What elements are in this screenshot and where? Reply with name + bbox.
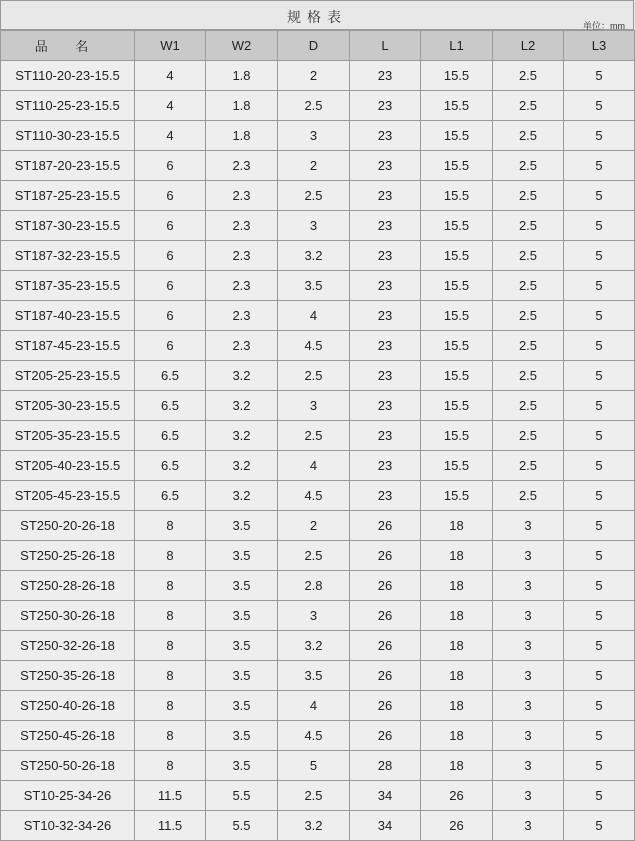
cell-d: 2 — [278, 151, 350, 181]
cell-name: ST205-35-23-15.5 — [1, 421, 135, 451]
cell-w1: 6 — [135, 301, 206, 331]
cell-d: 2.5 — [278, 421, 350, 451]
cell-name: ST187-25-23-15.5 — [1, 181, 135, 211]
cell-l1: 15.5 — [421, 331, 493, 361]
cell-l1: 15.5 — [421, 241, 493, 271]
cell-l1: 18 — [421, 541, 493, 571]
table-row — [1, 571, 635, 601]
cell-w1: 4 — [135, 61, 206, 91]
cell-d: 4.5 — [278, 481, 350, 511]
cell-w1: 6.5 — [135, 481, 206, 511]
cell-w1: 4 — [135, 121, 206, 151]
cell-d: 3.2 — [278, 241, 350, 271]
cell-d: 4.5 — [278, 721, 350, 751]
cell-w2: 1.8 — [206, 91, 278, 121]
cell-d: 2.5 — [278, 181, 350, 211]
cell-l2: 3 — [493, 781, 564, 811]
cell-l3: 5 — [564, 691, 635, 721]
cell-d: 2.5 — [278, 781, 350, 811]
cell-l: 23 — [350, 451, 421, 481]
cell-w2: 1.8 — [206, 121, 278, 151]
cell-l1: 15.5 — [421, 301, 493, 331]
cell-l3: 5 — [564, 91, 635, 121]
cell-name: ST187-32-23-15.5 — [1, 241, 135, 271]
cell-l2: 3 — [493, 541, 564, 571]
cell-d: 4 — [278, 301, 350, 331]
cell-name: ST205-25-23-15.5 — [1, 361, 135, 391]
cell-w1: 6 — [135, 211, 206, 241]
cell-name: ST250-35-26-18 — [1, 661, 135, 691]
cell-l: 26 — [350, 601, 421, 631]
cell-w1: 6 — [135, 271, 206, 301]
table-row — [1, 181, 635, 211]
cell-w2: 3.5 — [206, 511, 278, 541]
cell-w2: 3.5 — [206, 631, 278, 661]
cell-w1: 6 — [135, 241, 206, 271]
cell-l: 23 — [350, 361, 421, 391]
cell-name: ST205-45-23-15.5 — [1, 481, 135, 511]
cell-w1: 8 — [135, 751, 206, 781]
column-header-d: D — [278, 31, 350, 61]
table-row — [1, 691, 635, 721]
cell-w2: 2.3 — [206, 181, 278, 211]
cell-name: ST205-30-23-15.5 — [1, 391, 135, 421]
cell-d: 3.5 — [278, 661, 350, 691]
cell-d: 2.5 — [278, 91, 350, 121]
cell-w2: 3.5 — [206, 751, 278, 781]
cell-w2: 3.5 — [206, 661, 278, 691]
cell-l3: 5 — [564, 721, 635, 751]
table-row — [1, 451, 635, 481]
cell-l1: 15.5 — [421, 361, 493, 391]
cell-w1: 8 — [135, 661, 206, 691]
cell-d: 2 — [278, 61, 350, 91]
cell-d: 3.2 — [278, 811, 350, 841]
cell-l3: 5 — [564, 631, 635, 661]
cell-l2: 3 — [493, 511, 564, 541]
cell-w1: 6.5 — [135, 361, 206, 391]
cell-l2: 2.5 — [493, 391, 564, 421]
spec-table — [0, 30, 635, 841]
cell-l2: 2.5 — [493, 481, 564, 511]
cell-l: 26 — [350, 511, 421, 541]
cell-w2: 1.8 — [206, 61, 278, 91]
cell-name: ST205-40-23-15.5 — [1, 451, 135, 481]
table-row — [1, 751, 635, 781]
cell-w1: 8 — [135, 541, 206, 571]
table-row — [1, 391, 635, 421]
cell-l1: 15.5 — [421, 211, 493, 241]
cell-w1: 6.5 — [135, 421, 206, 451]
cell-name: ST250-20-26-18 — [1, 511, 135, 541]
cell-l1: 18 — [421, 721, 493, 751]
cell-l3: 5 — [564, 451, 635, 481]
table-row — [1, 331, 635, 361]
cell-l3: 5 — [564, 121, 635, 151]
table-row — [1, 541, 635, 571]
cell-w1: 8 — [135, 631, 206, 661]
cell-w1: 8 — [135, 601, 206, 631]
cell-l: 23 — [350, 301, 421, 331]
cell-l3: 5 — [564, 751, 635, 781]
cell-l: 34 — [350, 781, 421, 811]
table-row — [1, 421, 635, 451]
cell-l2: 2.5 — [493, 91, 564, 121]
cell-l1: 18 — [421, 601, 493, 631]
cell-l1: 18 — [421, 691, 493, 721]
cell-d: 2.5 — [278, 361, 350, 391]
cell-name: ST250-30-26-18 — [1, 601, 135, 631]
cell-l2: 2.5 — [493, 301, 564, 331]
cell-d: 3 — [278, 601, 350, 631]
column-header-label: 品 名 — [34, 39, 101, 54]
cell-l3: 5 — [564, 301, 635, 331]
cell-name: ST187-45-23-15.5 — [1, 331, 135, 361]
cell-name: ST250-28-26-18 — [1, 571, 135, 601]
table-row — [1, 481, 635, 511]
cell-l1: 26 — [421, 781, 493, 811]
cell-l3: 5 — [564, 361, 635, 391]
cell-w2: 3.2 — [206, 421, 278, 451]
cell-w2: 5.5 — [206, 811, 278, 841]
cell-w2: 3.2 — [206, 391, 278, 421]
cell-name: ST110-25-23-15.5 — [1, 91, 135, 121]
cell-l2: 2.5 — [493, 451, 564, 481]
cell-l2: 3 — [493, 661, 564, 691]
table-row — [1, 721, 635, 751]
table-row — [1, 511, 635, 541]
cell-w2: 2.3 — [206, 241, 278, 271]
cell-l1: 26 — [421, 811, 493, 841]
cell-l3: 5 — [564, 241, 635, 271]
cell-d: 3 — [278, 121, 350, 151]
cell-d: 3.2 — [278, 631, 350, 661]
cell-d: 4 — [278, 691, 350, 721]
table-row — [1, 361, 635, 391]
cell-w1: 6.5 — [135, 451, 206, 481]
column-header-l1: L1 — [421, 31, 493, 61]
cell-l2: 3 — [493, 571, 564, 601]
cell-l2: 2.5 — [493, 61, 564, 91]
cell-l3: 5 — [564, 61, 635, 91]
title-bar — [0, 0, 634, 30]
cell-l1: 15.5 — [421, 91, 493, 121]
cell-w1: 6 — [135, 151, 206, 181]
table-row — [1, 601, 635, 631]
cell-w1: 6.5 — [135, 391, 206, 421]
cell-l2: 2.5 — [493, 151, 564, 181]
table-row — [1, 151, 635, 181]
table-row — [1, 121, 635, 151]
cell-l3: 5 — [564, 331, 635, 361]
cell-l3: 5 — [564, 781, 635, 811]
cell-l: 23 — [350, 421, 421, 451]
column-header-name — [1, 31, 135, 61]
cell-name: ST250-50-26-18 — [1, 751, 135, 781]
cell-name: ST10-25-34-26 — [1, 781, 135, 811]
cell-w2: 3.2 — [206, 451, 278, 481]
cell-l2: 2.5 — [493, 121, 564, 151]
cell-name: ST250-45-26-18 — [1, 721, 135, 751]
column-header-l: L — [350, 31, 421, 61]
cell-w1: 6 — [135, 181, 206, 211]
cell-d: 2.8 — [278, 571, 350, 601]
cell-l1: 15.5 — [421, 61, 493, 91]
cell-l1: 15.5 — [421, 391, 493, 421]
cell-w2: 3.5 — [206, 721, 278, 751]
cell-l1: 15.5 — [421, 181, 493, 211]
table-row — [1, 211, 635, 241]
cell-d: 2.5 — [278, 541, 350, 571]
cell-l2: 2.5 — [493, 181, 564, 211]
cell-l2: 3 — [493, 691, 564, 721]
cell-l3: 5 — [564, 481, 635, 511]
cell-l3: 5 — [564, 211, 635, 241]
cell-name: ST187-35-23-15.5 — [1, 271, 135, 301]
cell-l3: 5 — [564, 511, 635, 541]
cell-l1: 15.5 — [421, 121, 493, 151]
table-row — [1, 631, 635, 661]
cell-d: 3 — [278, 211, 350, 241]
cell-l2: 2.5 — [493, 421, 564, 451]
cell-l: 26 — [350, 631, 421, 661]
cell-l1: 15.5 — [421, 421, 493, 451]
cell-d: 5 — [278, 751, 350, 781]
cell-l: 23 — [350, 91, 421, 121]
cell-w2: 5.5 — [206, 781, 278, 811]
cell-name: ST250-25-26-18 — [1, 541, 135, 571]
cell-w1: 4 — [135, 91, 206, 121]
cell-l: 23 — [350, 331, 421, 361]
cell-w1: 6 — [135, 331, 206, 361]
cell-l: 23 — [350, 481, 421, 511]
cell-w2: 2.3 — [206, 211, 278, 241]
cell-w2: 3.5 — [206, 541, 278, 571]
column-header-w1: W1 — [135, 31, 206, 61]
table-row — [1, 61, 635, 91]
cell-w1: 11.5 — [135, 811, 206, 841]
cell-w2: 3.2 — [206, 361, 278, 391]
cell-d: 4 — [278, 451, 350, 481]
cell-l1: 15.5 — [421, 481, 493, 511]
cell-l2: 2.5 — [493, 211, 564, 241]
cell-l: 23 — [350, 61, 421, 91]
table-row — [1, 91, 635, 121]
cell-l3: 5 — [564, 601, 635, 631]
cell-l1: 18 — [421, 571, 493, 601]
table-row — [1, 301, 635, 331]
table-title: 规格表 — [287, 9, 347, 25]
cell-l1: 18 — [421, 751, 493, 781]
cell-l1: 15.5 — [421, 451, 493, 481]
cell-l: 23 — [350, 241, 421, 271]
cell-name: ST187-30-23-15.5 — [1, 211, 135, 241]
cell-l: 23 — [350, 211, 421, 241]
cell-w2: 2.3 — [206, 151, 278, 181]
cell-l: 26 — [350, 541, 421, 571]
cell-l1: 15.5 — [421, 151, 493, 181]
cell-name: ST187-20-23-15.5 — [1, 151, 135, 181]
cell-l1: 18 — [421, 511, 493, 541]
cell-w2: 2.3 — [206, 301, 278, 331]
table-row — [1, 811, 635, 841]
cell-l1: 18 — [421, 631, 493, 661]
table-body — [1, 61, 635, 841]
cell-w2: 3.5 — [206, 691, 278, 721]
cell-w2: 2.3 — [206, 271, 278, 301]
cell-w2: 2.3 — [206, 331, 278, 361]
column-header-w2: W2 — [206, 31, 278, 61]
cell-l3: 5 — [564, 661, 635, 691]
cell-l2: 3 — [493, 721, 564, 751]
cell-w2: 3.5 — [206, 571, 278, 601]
column-header-l2: L2 — [493, 31, 564, 61]
cell-d: 3 — [278, 391, 350, 421]
cell-l3: 5 — [564, 811, 635, 841]
cell-l2: 3 — [493, 631, 564, 661]
cell-l2: 3 — [493, 751, 564, 781]
cell-l3: 5 — [564, 151, 635, 181]
column-header-l3: L3 — [564, 31, 635, 61]
cell-name: ST250-40-26-18 — [1, 691, 135, 721]
cell-l: 26 — [350, 721, 421, 751]
table-row — [1, 661, 635, 691]
cell-w2: 3.5 — [206, 601, 278, 631]
cell-l: 23 — [350, 121, 421, 151]
cell-l1: 15.5 — [421, 271, 493, 301]
cell-l2: 2.5 — [493, 331, 564, 361]
cell-l: 34 — [350, 811, 421, 841]
cell-l3: 5 — [564, 541, 635, 571]
cell-l2: 3 — [493, 811, 564, 841]
cell-l: 23 — [350, 151, 421, 181]
unit-label: 单位：mm — [583, 21, 625, 31]
cell-name: ST10-32-34-26 — [1, 811, 135, 841]
cell-l: 23 — [350, 181, 421, 211]
cell-w1: 11.5 — [135, 781, 206, 811]
table-row — [1, 781, 635, 811]
cell-l2: 2.5 — [493, 361, 564, 391]
cell-w2: 3.2 — [206, 481, 278, 511]
cell-l: 26 — [350, 691, 421, 721]
cell-l3: 5 — [564, 421, 635, 451]
cell-d: 4.5 — [278, 331, 350, 361]
cell-w1: 8 — [135, 571, 206, 601]
cell-w1: 8 — [135, 691, 206, 721]
cell-name: ST110-20-23-15.5 — [1, 61, 135, 91]
cell-l: 23 — [350, 391, 421, 421]
cell-l: 23 — [350, 271, 421, 301]
cell-l2: 2.5 — [493, 271, 564, 301]
cell-l3: 5 — [564, 271, 635, 301]
cell-l3: 5 — [564, 391, 635, 421]
cell-l2: 2.5 — [493, 241, 564, 271]
cell-l3: 5 — [564, 571, 635, 601]
cell-l1: 18 — [421, 661, 493, 691]
header-row — [1, 31, 635, 61]
cell-d: 3.5 — [278, 271, 350, 301]
cell-name: ST187-40-23-15.5 — [1, 301, 135, 331]
cell-name: ST250-32-26-18 — [1, 631, 135, 661]
table-row — [1, 271, 635, 301]
cell-l: 28 — [350, 751, 421, 781]
cell-l: 26 — [350, 661, 421, 691]
table-row — [1, 241, 635, 271]
cell-l3: 5 — [564, 181, 635, 211]
cell-l: 26 — [350, 571, 421, 601]
cell-name: ST110-30-23-15.5 — [1, 121, 135, 151]
cell-l2: 3 — [493, 601, 564, 631]
cell-d: 2 — [278, 511, 350, 541]
cell-w1: 8 — [135, 721, 206, 751]
cell-w1: 8 — [135, 511, 206, 541]
